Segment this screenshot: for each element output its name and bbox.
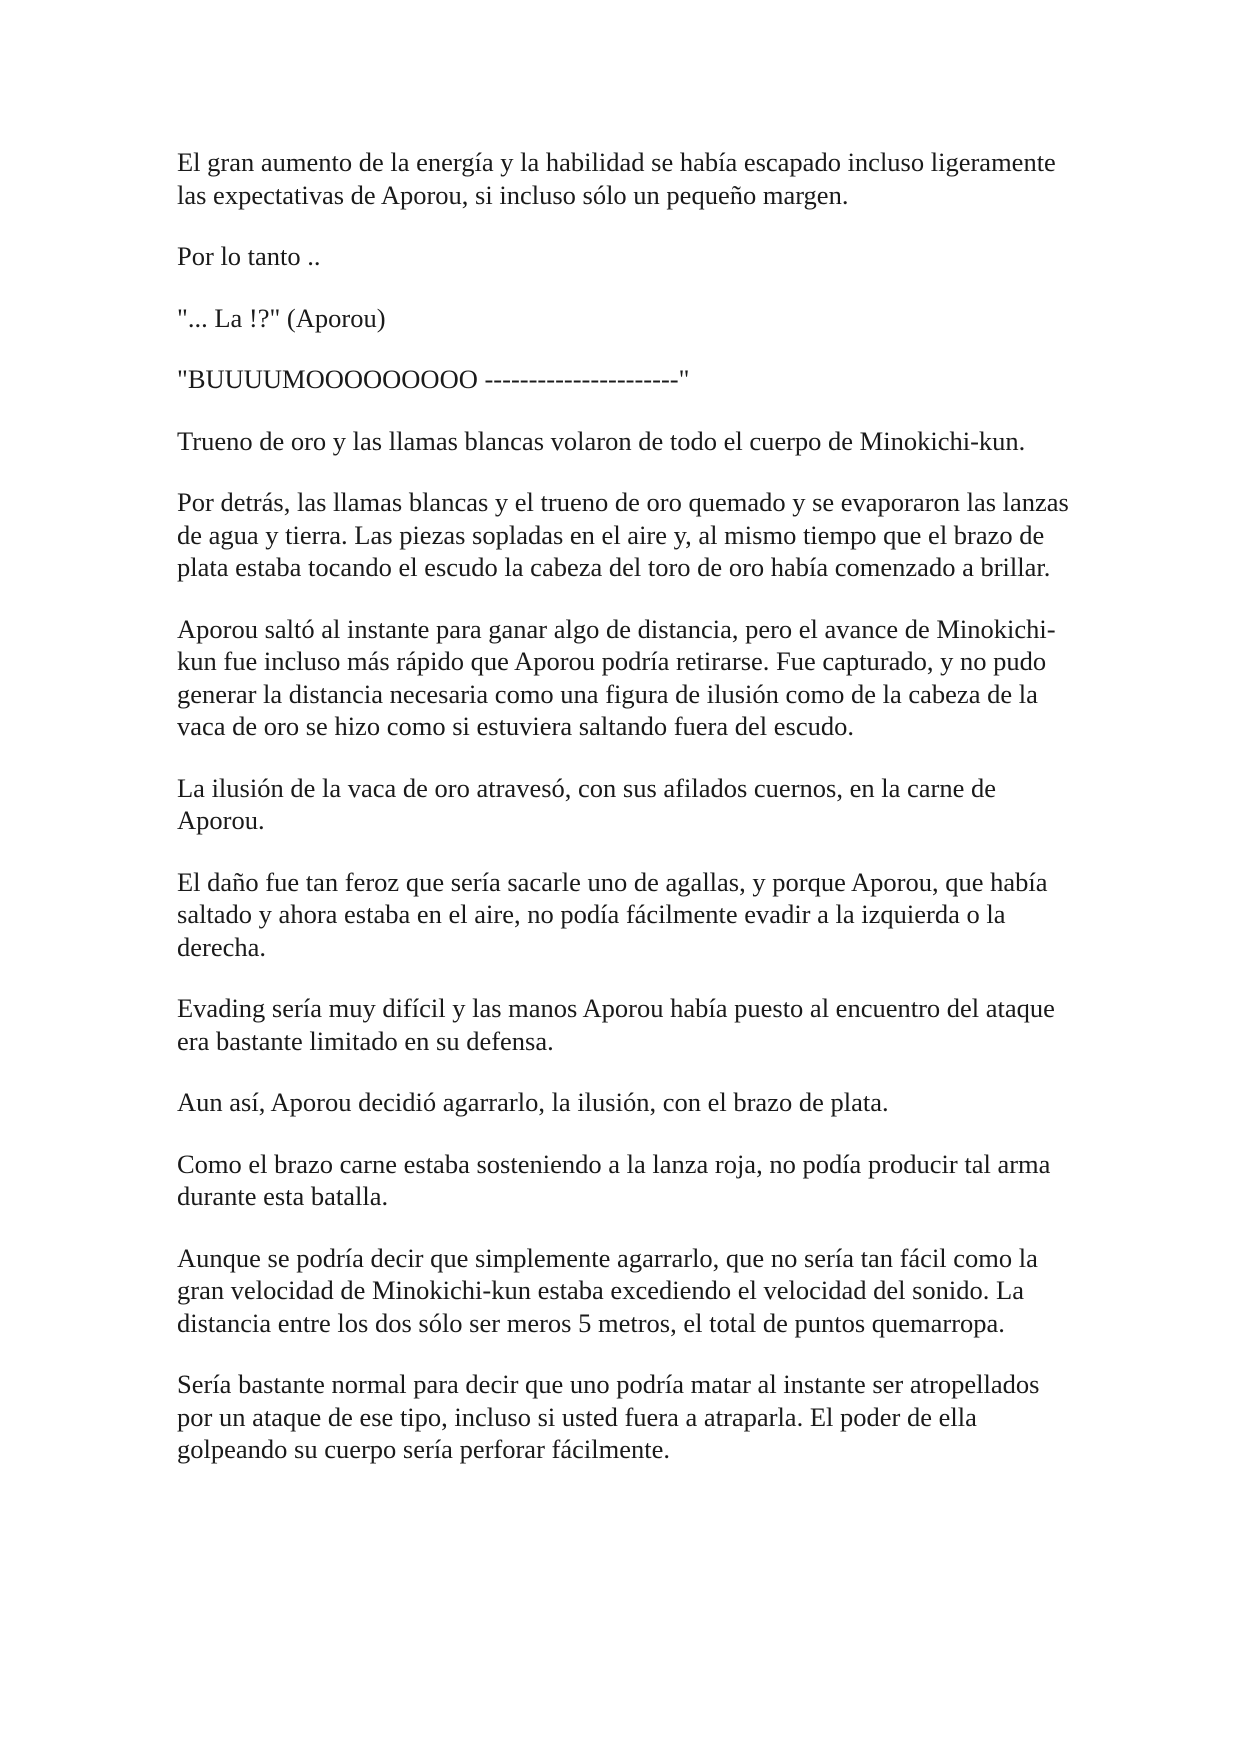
paragraph-2: Por lo tanto .. [177,241,321,271]
paragraph-8: La ilusión de la vaca de oro atravesó, con sus afilados cuernos, en la carne de Aporou. [177,772,996,835]
paragraph-14: Sería bastante normal para decir que uno podría matar al instante ser atropellados por un ataque de ese tipo, incluso si usted fuera a atraparla. El poder de ella golpeando su cuerpo sería perforar fácilmente. [177,1369,1040,1464]
paragraph-7: Aporou saltó al instante para ganar algo de distancia, pero el avance de Minokichi-kun fue incluso más rápido que Aporou podría retirarse. Fue capturado, y no pudo generar la distancia necesaria como una figura de ilusión como de la cabeza de la vaca de oro se hizo como si estuviera saltando fuera del escudo. [177,613,1056,741]
paragraph-1: El gran aumento de la energía y la habilidad se había escapado incluso ligeramente las expectativas de Aporou, si incluso sólo un pequeño margen. [177,147,1056,210]
paragraph-6: Por detrás, las llamas blancas y el trueno de oro quemado y se evaporaron las lanzas de agua y tierra. Las piezas sopladas en el aire y, al mismo tiempo que el brazo de plata estaba tocando el escudo la cabeza del toro de oro había comenzado a brillar. [177,487,1069,582]
document-page [177,146,1077,1495]
paragraph-4: "BUUUUMOOOOOOOOO ----------------------" [177,364,690,394]
paragraph-3: "... La !?" (Aporou) [177,302,386,333]
paragraph-11: Aun así, Aporou decidió agarrarlo, la ilusión, con el brazo de plata. [177,1087,889,1117]
paragraph-12: Como el brazo carne estaba sosteniendo a la lanza roja, no podía producir tal arma durante esta batalla. [177,1148,1051,1211]
paragraph-9: El daño fue tan feroz que sería sacarle uno de agallas, y porque Aporou, que había saltado y ahora estaba en el aire, no podía fácilmente evadir a la izquierda o la derecha. [177,866,1048,962]
paragraph-13: Aunque se podría decir que simplemente agarrarlo, que no sería tan fácil como la gran velocidad de Minokichi-kun estaba excediendo el velocidad del sonido. La distancia entre los dos sólo ser meros 5 metros, el total de puntos quemarropa. [177,1242,1038,1338]
paragraph-5: Trueno de oro y las llamas blancas volaron de todo el cuerpo de Minokichi-kun. [177,425,1026,456]
paragraph-10: Evading sería muy difícil y las manos Aporou había puesto al encuentro del ataque era bastante limitado en su defensa. [177,993,1055,1056]
